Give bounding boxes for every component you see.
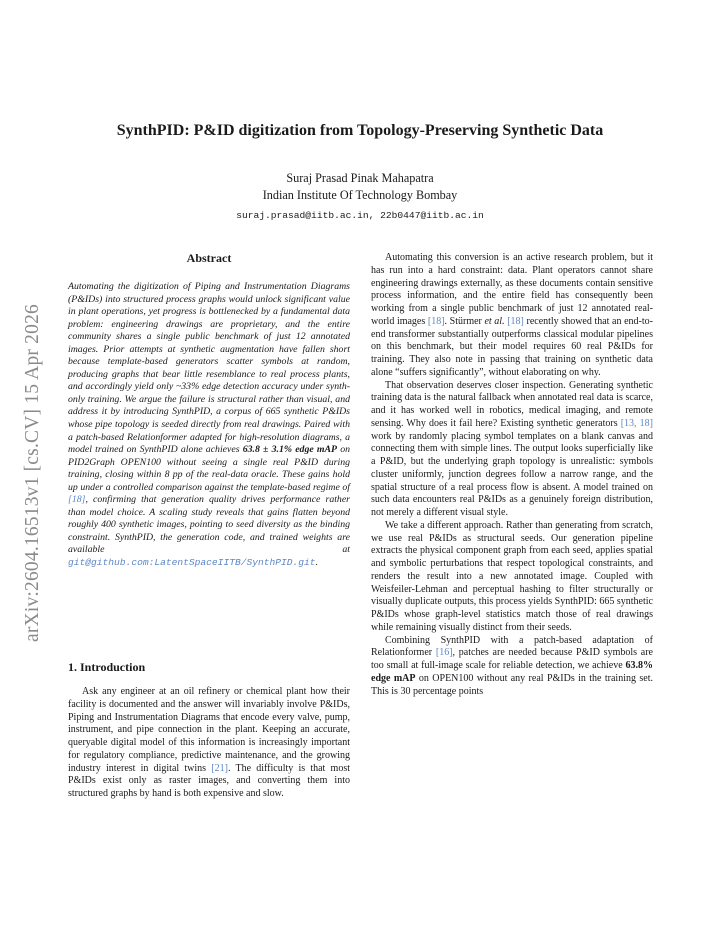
paragraph-text: work by randomly placing symbol templates on a blank canvas and connecting them with simple lines. The output looks superficially like a P&ID, but the underlying graph topology is unrealistic: symbols cluster uniformly, junction degrees follow a narrow range, and the spatial structure of a real process flow is absent. A model trained on such data encounters real P&IDs as a genuinely foreign distribution, not merely a different visual style. (371, 430, 653, 518)
author-emails: suraj.prasad@iitb.ac.in, 22b0447@iitb.ac.in (236, 210, 484, 221)
paragraph-text: . The difficulty is that most P&IDs exist only as raster images, and converting them into structured graphs by hand is both expensive and slow. (68, 762, 350, 799)
paragraph-text: Automating this conversion is an active research problem, but it has run into a hard constraint: data. Plant operators cannot share engineering drawings externally, as these documents contain sensitive process information, and the entire field has consequently been working from a single public benchmark of just 12 annotated real-world images (371, 252, 653, 327)
abstract-text: on PID2Graph OPEN100 without seeing a single real P&ID during training, closing within 8 pp of the real-data oracle. These gains hold up under a controlled comparison against the template-based regime of (68, 444, 350, 493)
citation-link[interactable]: [21] (211, 762, 228, 774)
paragraph-text: on OPEN100 without any real P&IDs in the training set. This is 30 percentage points (371, 672, 653, 697)
citation-link[interactable]: [13, 18] (620, 417, 653, 429)
introduction-heading: 1. Introduction (68, 660, 146, 674)
abstract-metric: 63.8 ± 3.1% edge mAP (242, 444, 338, 456)
intro-paragraph (371, 380, 653, 520)
paragraph-text: et al. (484, 315, 505, 327)
intro-paragraph (68, 686, 350, 801)
author-name: Suraj Prasad Pinak Mahapatra (286, 171, 434, 185)
abstract-text: , confirming that generation quality drives performance rather than model choice. A scaling study reveals that gains flatten beyond roughly 400 synthetic images, pointing to seed diversity as the binding constraint. SynthPID, the generation code, and trained weights are available at (68, 494, 350, 556)
introduction-left-column (68, 686, 350, 801)
introduction-right-column (371, 252, 653, 698)
abstract-body (68, 281, 350, 570)
abstract-text: Automating the digitization of Piping and Instrumentation Diagrams (P&IDs) into structured process graphs would unlock significant value in plant operations, yet progress is bottlenecked by a fundamental data problem: engineering drawings are proprietary, and the entire community shares a single public benchmark of just 12 annotated images. Prior attempts at synthetic augmentation have fallen short because template-based generators scatter symbols at random, producing graphs that bear little resemblance to real process plants, and accordingly yield only ~33% edge detection accuracy under synth-only training. We argue the failure is structural rather than visual, and address it by introducing SynthPID, a corpus of 665 synthetic P&IDs whose pipe topology is seeded directly from real drawings. Paired with a patch-based Relationformer adapted for high-resolution diagrams, a model trained on SynthPID alone achieves (68, 281, 350, 456)
repository-link[interactable]: git@github.com:LatentSpaceIITB/SynthPID.git (68, 557, 316, 569)
paper-title: SynthPID: P&ID digitization from Topology-Preserving Synthetic Data (116, 122, 604, 139)
intro-paragraph (371, 635, 653, 699)
paragraph-text: Ask any engineer at an oil refinery or chemical plant how their facility is documented and the answer will invariably involve P&IDs, Piping and Instrumentation Diagrams that encode every valve, pump, instrument, and pipe connection in the plant. Keeping an accurate, queryable digital model of this information is increasingly important for regulatory compliance, predictive maintenance, and the growing industry interest in digital twins (68, 686, 350, 774)
citation-link[interactable]: [18] (427, 315, 445, 327)
arxiv-watermark: arXiv:2604.16513v1 [cs.CV] 15 Apr 2026 (22, 304, 43, 642)
paragraph-text: That observation deserves closer inspection. Generating synthetic training data is the natural fallback when annotated real data is scarce, and it has worked well in robotics, medical imaging, and remote sensing. Why does it fail here? Existing synthetic generators (371, 379, 653, 429)
citation-link[interactable]: [16] (435, 647, 453, 659)
intro-paragraph: We take a different approach. Rather than generating from scratch, we use real P&IDs as structural seeds. Our generation pipeline extracts the physical component graph from each seed, applies spatial and symbolic perturbations that respect topological constraints, and renders the result into a new annotated image. Coupled with Weisfeiler-Lehman and perceptual hashing to filter structurally or visually duplicate outputs, this process yields SynthPID: 665 synthetic P&IDs whose graph-level statistics match those of real drawings while remaining visually distinct from their seeds. (371, 519, 653, 633)
paragraph-text: , patches are needed because P&ID symbols are too small at full-image scale for reliable detection, we achieve (371, 647, 653, 671)
citation-link[interactable]: [18] (507, 315, 524, 327)
intro-paragraph (371, 252, 653, 380)
citation-link[interactable]: [18] (68, 494, 86, 506)
result-metric: 63.8% edge mAP (371, 660, 653, 684)
author-block (0, 170, 720, 224)
author-affiliation: Indian Institute Of Technology Bombay (262, 188, 458, 202)
paragraph-text: . Stürmer (444, 315, 485, 327)
paragraph-text: Combining SynthPID with a patch-based adaptation of Relationformer (371, 634, 653, 659)
paragraph-text: recently showed that an end-to-end transformer substantially outperforms classical modular pipelines on this benchmark, but their model requires 60 real P&IDs for training. They also note in passing that training on synthetic data alone “suffers significantly”, without elaborating on why. (371, 315, 653, 378)
abstract-heading: Abstract (186, 251, 232, 265)
abstract-text: . (315, 557, 319, 569)
